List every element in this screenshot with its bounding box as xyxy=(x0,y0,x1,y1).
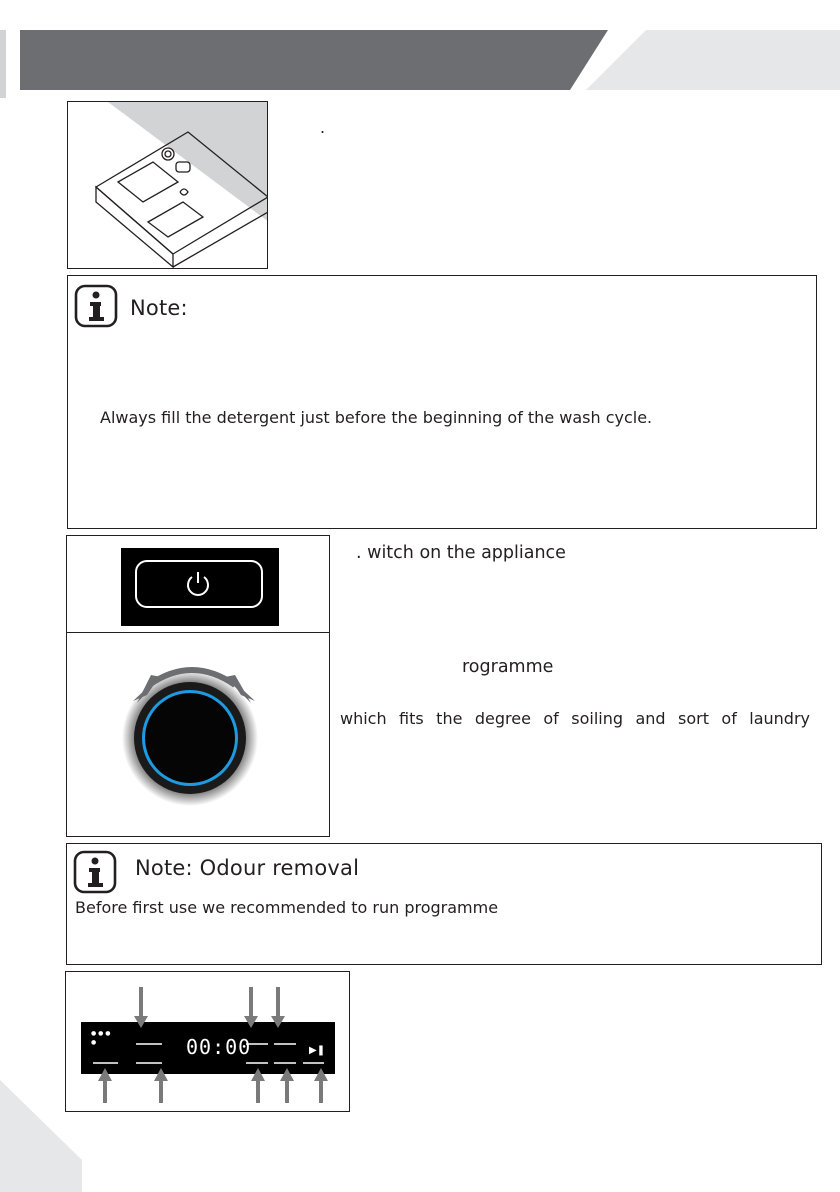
programme-dial-figure xyxy=(66,632,330,837)
note-title: Note: Odour removal xyxy=(135,856,360,880)
power-button-figure xyxy=(66,535,330,633)
note-box-odour-removal xyxy=(66,843,822,965)
detergent-drawer-figure xyxy=(67,101,268,269)
info-icon xyxy=(74,284,118,328)
info-icon xyxy=(73,850,117,894)
programme-step-title: rogramme xyxy=(462,657,554,677)
note-box-detergent xyxy=(67,275,817,529)
note-text: Before first use we recommended to run programme xyxy=(75,898,499,917)
page-corner-decoration xyxy=(0,1080,90,1192)
header-banner xyxy=(0,0,840,100)
programme-step-desc: which fits the degree of soiling and sort of laundry xyxy=(340,709,810,728)
display-time: 00:00 xyxy=(186,1035,252,1059)
note-text: Always fill the detergent just before the beginning of the wash cycle. xyxy=(100,408,653,427)
power-icon xyxy=(183,569,213,599)
control-panel-figure xyxy=(65,971,350,1112)
note-title: Note: xyxy=(130,296,188,320)
svg-text:▶❚: ▶❚ xyxy=(309,1045,326,1056)
switch-on-step-title: . witch on the appliance xyxy=(356,543,566,563)
detergent-step-text: . xyxy=(320,118,326,137)
detergent-drawer-illustration xyxy=(68,102,268,269)
programme-dial-illustration xyxy=(67,633,330,837)
svg-text:● ● ●: ● ● ● xyxy=(91,1030,111,1037)
svg-text:●: ● xyxy=(91,1039,97,1046)
